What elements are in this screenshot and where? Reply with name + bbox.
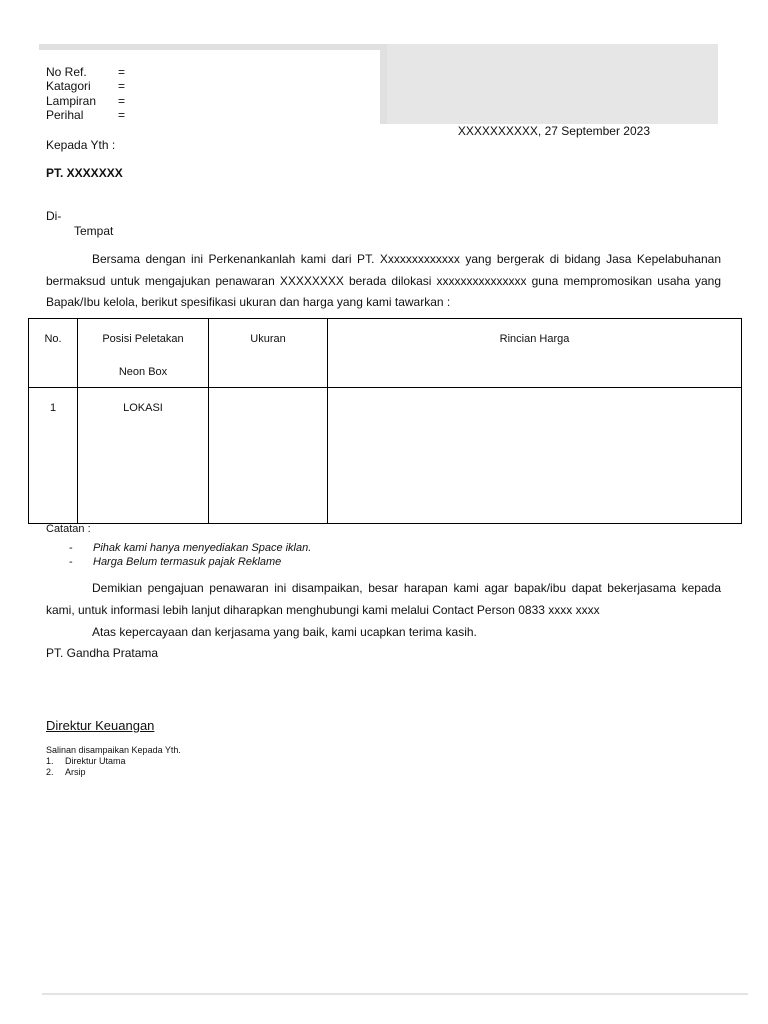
header-rincian-label: Rincian Harga	[499, 333, 570, 345]
cc-text: Arsip	[65, 767, 86, 777]
note-item	[69, 542, 311, 554]
intro-paragraph	[46, 249, 721, 314]
recipient-greeting: Kepada Yth :	[46, 138, 116, 152]
header-ukuran	[209, 319, 328, 388]
note-dash: -	[69, 542, 73, 554]
meta-row-no-ref	[46, 65, 125, 79]
footer-divider	[42, 993, 748, 995]
note-text: Pihak kami hanya menyediakan Space iklan.	[93, 542, 312, 554]
closing-paragraph	[46, 578, 721, 621]
meta-row-katagori	[46, 79, 125, 93]
meta-label: Perihal	[46, 108, 84, 122]
cc-item	[46, 767, 86, 777]
cc-num: 1.	[46, 756, 54, 766]
closing-text: Demikian pengajuan penawaran ini disampaikan, besar harapan kami agar bapak/ibu dapat bekerjasama kepada kami, untuk informasi lebih lanjut diharapkan menghubungi kami melalui Contact Person 0833 xxxx xxxx	[46, 581, 721, 617]
meta-label: Lampiran	[46, 94, 97, 108]
cc-title: Salinan disampaikan Kepada Yth.	[46, 745, 181, 755]
header-ukuran-label: Ukuran	[250, 333, 286, 345]
header-rincian	[328, 319, 742, 388]
meta-sep: =	[118, 94, 126, 108]
meta-sep: =	[118, 65, 126, 79]
cell-no-value: 1	[49, 402, 57, 414]
note-dash: -	[69, 556, 73, 568]
cc-item	[46, 756, 126, 766]
intro-text: Bersama dengan ini Perkenankanlah kami dari PT. Xxxxxxxxxxxxx yang bergerak di bidang Jasa Kepelabuhanan bermaksud untuk mengajukan penawaran XXXXXXXX berada dilokasi xxxxxxxxxxxxxxx guna mempromosikan usaha yang Bapak/Ibu kelola, berikut spesifikasi ukuran dan harga yang kami tawarkan :	[46, 252, 721, 309]
cc-num: 2.	[46, 767, 54, 777]
header-posisi	[78, 319, 209, 388]
recipient-di: Di-	[46, 209, 62, 223]
cc-text: Direktur Utama	[65, 756, 126, 766]
meta-row-lampiran	[46, 94, 125, 108]
cell-posisi	[78, 388, 209, 524]
cell-posisi-value: LOKASI	[123, 402, 163, 414]
thanks-paragraph: Atas kepercayaan dan kerjasama yang baik, kami ucapkan terima kasih.	[92, 625, 477, 639]
header-posisi-line1: Posisi Peletakan	[102, 333, 184, 345]
cell-ukuran	[209, 388, 328, 524]
cell-no	[29, 388, 78, 524]
note-text: Harga Belum termasuk pajak Reklame	[93, 556, 282, 568]
signature-title: Direktur Keuangan	[46, 718, 155, 733]
notes-title: Catatan :	[46, 523, 91, 535]
header-logo-placeholder	[387, 44, 718, 124]
header-posisi-line2: Neon Box	[118, 366, 168, 378]
meta-label: Katagori	[46, 79, 91, 93]
header-band-left	[39, 44, 387, 50]
sender-company: PT. Gandha Pratama	[46, 646, 159, 660]
meta-row-perihal	[46, 108, 125, 122]
header-divider	[380, 50, 387, 124]
recipient-company: PT. XXXXXXX	[46, 166, 123, 180]
meta-sep: =	[118, 79, 126, 93]
note-item	[69, 556, 281, 568]
cell-rincian	[328, 388, 742, 524]
meta-sep: =	[118, 108, 126, 122]
letter-date: XXXXXXXXXX, 27 September 2023	[457, 124, 650, 138]
table-row	[29, 388, 742, 524]
meta-label: No Ref.	[46, 65, 87, 79]
recipient-place: Tempat	[74, 224, 114, 238]
header-no-label: No.	[44, 333, 62, 345]
table-header-row	[29, 319, 742, 388]
price-table	[28, 318, 742, 524]
header-no	[29, 319, 78, 388]
